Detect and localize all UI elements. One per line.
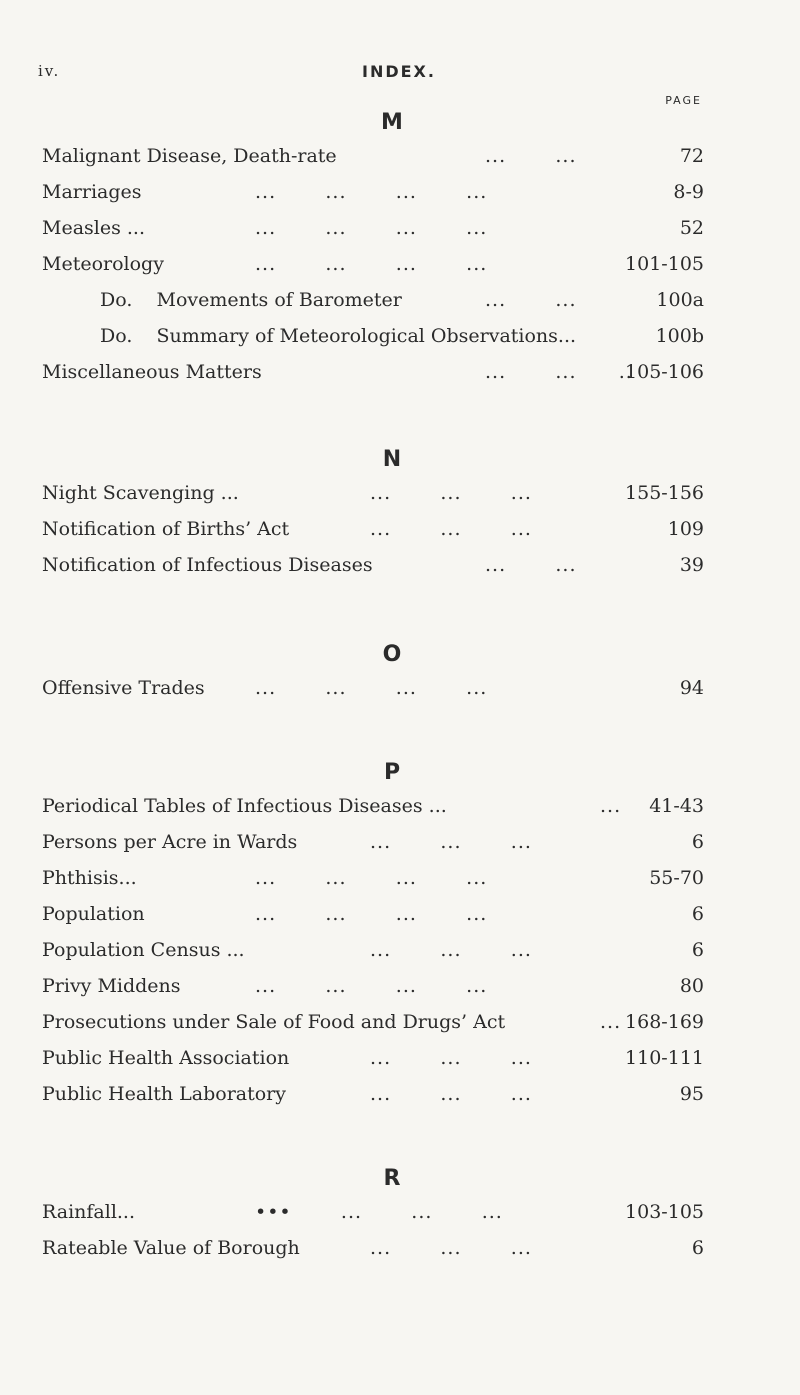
index-entry (0, 518, 800, 554)
entry-label: Rainfall... (42, 1201, 136, 1223)
entry-page: 95 (679, 1083, 704, 1105)
leader-dots: ... ... ... ... (255, 217, 488, 239)
entry-label: Phthisis... (42, 867, 137, 889)
entry-label: Do. Summary of Meteorological Observations... (100, 325, 577, 347)
entry-label: Population Census ... (42, 939, 245, 961)
leader-dots: ... ... ... (370, 518, 532, 540)
entry-label: Public Health Laboratory (42, 1083, 286, 1105)
entry-page: 155-156 (625, 482, 704, 504)
leader-dots: ... ... ... ... (255, 253, 488, 275)
leader-dots: ... ... ... ... (255, 903, 488, 925)
page-column-label: PAGE (665, 94, 702, 107)
index-entry (0, 1237, 800, 1273)
leader-dots: ... ... .. (485, 361, 633, 383)
entry-page: 105-106 (625, 361, 704, 383)
entry-label: Miscellaneous Matters (42, 361, 262, 383)
leader-dots: ... ... (485, 554, 577, 576)
leader-dots: ... ... ... ... (255, 975, 488, 997)
section-letter: P (383, 760, 401, 785)
entry-page: 8-9 (673, 181, 704, 203)
leader-dots: ... ... ... ... (255, 677, 488, 699)
index-entry (0, 325, 800, 361)
index-entry (0, 181, 800, 217)
entry-page: 103-105 (625, 1201, 704, 1223)
entry-page: 72 (679, 145, 704, 167)
entry-page: 110-111 (625, 1047, 704, 1069)
index-entry (0, 975, 800, 1011)
running-title: INDEX. (362, 62, 436, 81)
index-entry (0, 795, 800, 831)
index-entry (0, 554, 800, 590)
entry-page: 41-43 (649, 795, 704, 817)
entry-page: 94 (679, 677, 704, 699)
section-letter: M (381, 110, 403, 135)
leader-dots: ... ... ... (370, 1083, 532, 1105)
entry-page: 6 (691, 1237, 704, 1259)
index-entry (0, 1011, 800, 1047)
index-entry (0, 831, 800, 867)
leader-dots: ... (600, 795, 622, 817)
section-letter: R (383, 1166, 401, 1191)
entry-page: 39 (679, 554, 704, 576)
index-entry (0, 145, 800, 181)
index-entry (0, 1047, 800, 1083)
entry-label: Rateable Value of Borough (42, 1237, 300, 1259)
entry-label: Malignant Disease, Death-rate (42, 145, 337, 167)
entry-page: 52 (679, 217, 704, 239)
entry-label: Night Scavenging ... (42, 482, 239, 504)
section-letter: N (382, 447, 402, 472)
leader-dots: ... ... ... ... (255, 867, 488, 889)
leader-dots: ••• ... ... ... (255, 1201, 503, 1223)
index-entry (0, 867, 800, 903)
entry-page: 109 (667, 518, 704, 540)
entry-page: 168-169 (625, 1011, 704, 1033)
entry-page: 80 (679, 975, 704, 997)
leader-dots: ... (600, 1011, 622, 1033)
entry-label: Meteorology (42, 253, 164, 275)
entry-page: 101-105 (625, 253, 704, 275)
entry-label: Prosecutions under Sale of Food and Drugs’ Act (42, 1011, 506, 1033)
leader-dots: ... ... ... (370, 939, 532, 961)
entry-page: 55-70 (649, 867, 704, 889)
index-entry (0, 482, 800, 518)
leader-dots: ... ... ... (370, 831, 532, 853)
index-entry (0, 677, 800, 713)
index-entry (0, 289, 800, 325)
entry-label: Periodical Tables of Infectious Diseases ... (42, 795, 447, 817)
entry-page: 6 (691, 903, 704, 925)
index-entry (0, 253, 800, 289)
index-entry (0, 939, 800, 975)
entry-label: Marriages (42, 181, 142, 203)
section-letter: O (382, 642, 402, 667)
leader-dots: ... ... ... (370, 1047, 532, 1069)
entry-page: 6 (691, 939, 704, 961)
page-header (0, 60, 800, 90)
entry-label: Privy Middens (42, 975, 181, 997)
index-entry (0, 1083, 800, 1119)
index-entry (0, 903, 800, 939)
page-number: iv. (38, 62, 61, 80)
leader-dots: ... ... (485, 145, 577, 167)
entry-label: Offensive Trades (42, 677, 205, 699)
leader-dots: ... ... ... (370, 1237, 532, 1259)
entry-label: Do. Movements of Barometer (100, 289, 402, 311)
entry-page: 100b (655, 325, 704, 347)
entry-label: Notification of Infectious Diseases (42, 554, 373, 576)
index-entry (0, 1201, 800, 1237)
entry-label: Measles ... (42, 217, 146, 239)
leader-dots: ... ... ... (370, 482, 532, 504)
index-entry (0, 217, 800, 253)
entry-label: Persons per Acre in Wards (42, 831, 298, 853)
leader-dots: ... ... (485, 289, 577, 311)
entry-label: Public Health Association (42, 1047, 290, 1069)
entry-label: Population (42, 903, 145, 925)
index-entry (0, 361, 800, 397)
entry-page: 100a (656, 289, 704, 311)
entry-page: 6 (691, 831, 704, 853)
entry-label: Notification of Births’ Act (42, 518, 290, 540)
leader-dots: ... ... ... ... (255, 181, 488, 203)
